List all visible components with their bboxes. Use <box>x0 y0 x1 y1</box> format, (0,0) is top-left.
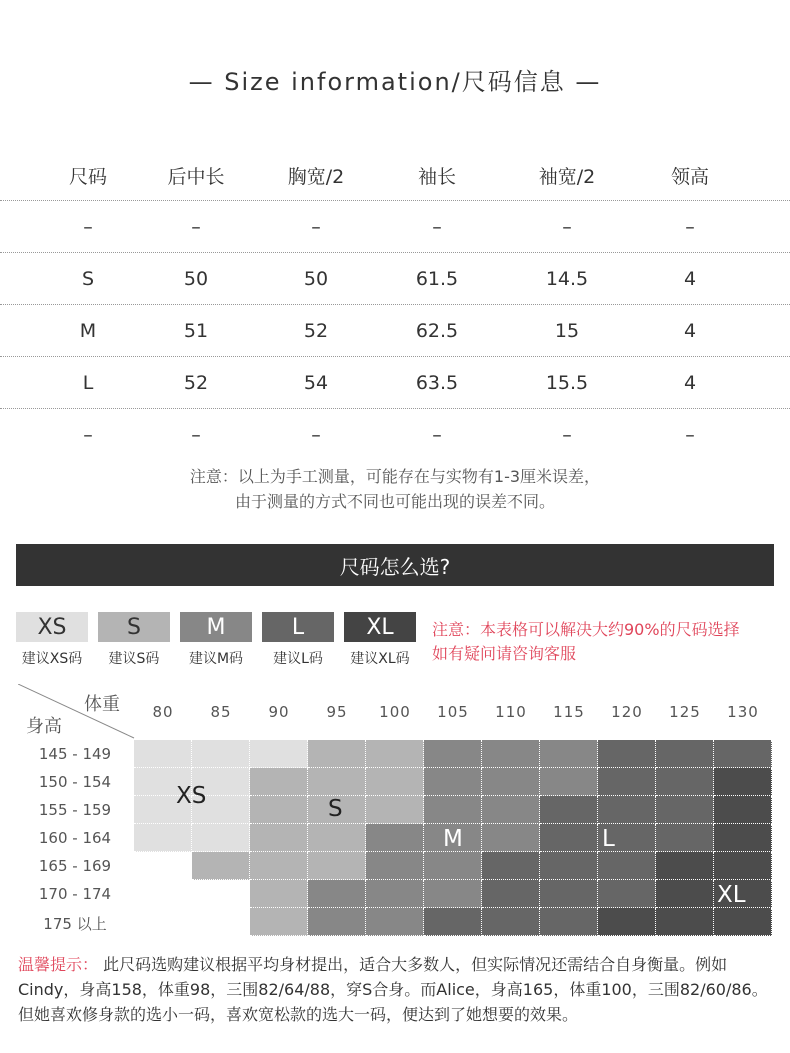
grid-cell-l <box>598 852 656 880</box>
grid-label-xs: XS <box>176 783 207 809</box>
header-sleeve-length: 袖长 <box>417 165 457 188</box>
height-label: 155 - 159 <box>38 801 112 819</box>
grid-cell-m <box>424 768 482 796</box>
weight-label: 90 <box>268 703 290 721</box>
table-cell: 50 <box>183 267 209 290</box>
grid-cell-s <box>308 740 366 768</box>
height-label: 165 - 169 <box>38 857 112 875</box>
weight-label: 100 <box>379 703 411 721</box>
grid-cell-xl <box>714 824 772 852</box>
weight-label: 80 <box>152 703 174 721</box>
table-cell: 51 <box>183 319 209 342</box>
table-cell: 52 <box>303 319 329 342</box>
grid-cell-xl <box>714 768 772 796</box>
grid-cell-xs <box>250 740 308 768</box>
grid-cell-l <box>540 796 598 824</box>
height-label: 160 - 164 <box>38 829 112 847</box>
grid-cell-l <box>656 768 714 796</box>
grid-cell-m <box>482 824 540 852</box>
header-back-length: 后中长 <box>167 165 225 188</box>
chip-m <box>180 612 252 642</box>
grid-cell-l <box>424 908 482 936</box>
grid-cell-s <box>250 908 308 936</box>
grid-cell-l <box>714 740 772 768</box>
table-cell: – <box>311 423 321 446</box>
table-row <box>0 357 790 409</box>
table-cell: 14.5 <box>545 267 589 290</box>
size-chart-note-line1: 注意：本表格可以解决大约90%的尺码选择 <box>432 620 740 639</box>
grid-cell-m <box>308 880 366 908</box>
height-axis-label: 身高 <box>26 716 62 737</box>
grid-cell-l <box>482 908 540 936</box>
table-cell: 4 <box>683 371 697 394</box>
grid-cell-m <box>424 880 482 908</box>
height-label: 145 - 149 <box>38 745 112 763</box>
table-cell: 4 <box>683 319 697 342</box>
grid-cell-l <box>598 740 656 768</box>
grid-cell-s <box>308 824 366 852</box>
weight-label: 130 <box>727 703 759 721</box>
weight-label: 110 <box>495 703 527 721</box>
grid-cell-m <box>424 852 482 880</box>
grid-cell-l <box>540 908 598 936</box>
chip-xs <box>16 612 88 642</box>
size-table <box>0 150 790 460</box>
grid-cell-xl <box>656 852 714 880</box>
weight-axis-label: 体重 <box>84 694 120 715</box>
table-cell: – <box>83 215 93 238</box>
grid-cell-xl <box>714 908 772 936</box>
grid-cell-m <box>366 880 424 908</box>
grid-cell-xl <box>656 880 714 908</box>
table-row <box>0 201 790 253</box>
grid-cell-l <box>540 880 598 908</box>
grid-cell-xl <box>714 852 772 880</box>
chip-s-caption: 建议S码 <box>108 651 160 667</box>
grid-cell-xs <box>134 740 192 768</box>
grid-cell-m <box>308 908 366 936</box>
grid-cell-s <box>192 852 250 880</box>
table-cell: – <box>562 215 572 238</box>
grid-cell-m <box>366 852 424 880</box>
table-cell: M <box>79 319 97 342</box>
header-collar-height: 领高 <box>670 165 710 188</box>
table-cell: 50 <box>303 267 329 290</box>
header-sleeve-width: 袖宽/2 <box>538 165 596 188</box>
warm-tip-body: 此尺码选购建议根据平均身材提出，适合大多数人，但实际情况还需结合自身衡量。例如Cindy，身高158，体重98，三围82/64/88，穿S合身。而Alice，身高165，体重100，三围82/60/86。但她喜欢修身款的选小一码，喜欢宽松款的选大一码，便达到了她想要的效果。 <box>18 955 768 1024</box>
chip-s <box>98 612 170 642</box>
chip-xl-label: XL <box>366 614 394 640</box>
grid-cell-s <box>366 768 424 796</box>
grid-cell-m <box>366 824 424 852</box>
grid-cell-m <box>482 796 540 824</box>
table-cell: S <box>81 267 95 290</box>
chip-l-label: L <box>291 614 305 640</box>
grid-cell-l <box>482 880 540 908</box>
grid-cell-xl <box>656 908 714 936</box>
grid-cell-m <box>424 796 482 824</box>
chip-m-caption: 建议M码 <box>188 651 244 667</box>
header-size: 尺码 <box>68 165 108 188</box>
grid-cell-l <box>540 824 598 852</box>
table-cell: 4 <box>683 267 697 290</box>
grid-cell-xl <box>714 796 772 824</box>
table-cell: – <box>562 423 572 446</box>
grid-cell-xl <box>598 908 656 936</box>
grid-cell-l <box>598 768 656 796</box>
grid-cell-xs <box>134 824 192 852</box>
grid-cell-xs <box>192 824 250 852</box>
table-cell: 15.5 <box>545 371 589 394</box>
height-label: 170 - 174 <box>38 885 112 903</box>
table-cell: 52 <box>183 371 209 394</box>
chip-l <box>262 612 334 642</box>
weight-label: 120 <box>611 703 643 721</box>
weight-label: 125 <box>669 703 701 721</box>
table-cell: – <box>191 215 201 238</box>
grid-cell-l <box>598 796 656 824</box>
weight-label: 115 <box>553 703 585 721</box>
chip-s-label: S <box>127 614 141 640</box>
table-cell: 63.5 <box>415 371 459 394</box>
weight-label: 85 <box>210 703 232 721</box>
grid-cell-s <box>250 852 308 880</box>
table-cell: – <box>191 423 201 446</box>
table-cell: 62.5 <box>415 319 459 342</box>
grid-cell-m <box>366 908 424 936</box>
grid-label-xl: XL <box>717 882 746 908</box>
table-cell: 54 <box>303 371 329 394</box>
grid-cell-l <box>656 740 714 768</box>
grid-cell-m <box>482 740 540 768</box>
chip-l-caption: 建议L码 <box>273 651 323 667</box>
table-row <box>0 253 790 305</box>
grid-cell-m <box>482 768 540 796</box>
grid-cell-s <box>308 768 366 796</box>
grid-cell-s <box>250 824 308 852</box>
table-cell: – <box>311 215 321 238</box>
grid-cell-l <box>540 852 598 880</box>
grid-cell-s <box>308 852 366 880</box>
table-cell: L <box>82 371 94 394</box>
chip-xs-label: XS <box>37 614 67 640</box>
grid-cell-m <box>540 740 598 768</box>
grid-cell-xs <box>192 740 250 768</box>
how-to-choose-banner: 尺码怎么选? <box>16 544 774 586</box>
size-chart-note-line2: 如有疑问请咨询客服 <box>432 644 577 663</box>
chip-xs-caption: 建议XS码 <box>21 651 83 667</box>
table-row <box>0 409 790 460</box>
grid-cell-l <box>656 796 714 824</box>
grid-cell-s <box>366 740 424 768</box>
grid-cell-s <box>250 768 308 796</box>
grid-cell-m <box>424 740 482 768</box>
height-label: 150 - 154 <box>38 773 112 791</box>
grid-cell-m <box>540 768 598 796</box>
grid-cell-l <box>598 880 656 908</box>
grid-cell-s <box>250 880 308 908</box>
warm-tip <box>18 952 774 1027</box>
grid-cell-l <box>656 824 714 852</box>
grid-cell-s <box>250 796 308 824</box>
grid-label-s: S <box>328 796 343 822</box>
section-title: — Size information/尺码信息 — <box>188 68 602 96</box>
table-cell: – <box>432 215 442 238</box>
measurement-note-line2: 由于测量的方式不同也可能出现的误差不同。 <box>234 492 555 511</box>
table-cell: – <box>685 215 695 238</box>
table-cell: – <box>83 423 93 446</box>
chip-xl <box>344 612 416 642</box>
height-label: 175 以上 <box>43 915 107 933</box>
table-cell: 61.5 <box>415 267 459 290</box>
chip-xl-caption: 建议XL码 <box>350 651 410 667</box>
measurement-note-line1: 注意：以上为手工测量，可能存在与实物有1-3厘米误差， <box>189 467 601 486</box>
table-cell: – <box>685 423 695 446</box>
grid-label-m: M <box>443 826 463 852</box>
header-chest-width: 胸宽/2 <box>287 165 345 188</box>
table-header-row <box>0 150 790 201</box>
table-cell: 15 <box>554 319 580 342</box>
table-cell: – <box>432 423 442 446</box>
chip-m-label: M <box>206 614 226 640</box>
weight-label: 95 <box>326 703 348 721</box>
grid-label-l: L <box>602 826 615 852</box>
grid-cell-s <box>366 796 424 824</box>
table-row <box>0 305 790 357</box>
warm-tip-prefix: 温馨提示： <box>18 955 99 974</box>
grid-cell-l <box>482 852 540 880</box>
weight-label: 105 <box>437 703 469 721</box>
